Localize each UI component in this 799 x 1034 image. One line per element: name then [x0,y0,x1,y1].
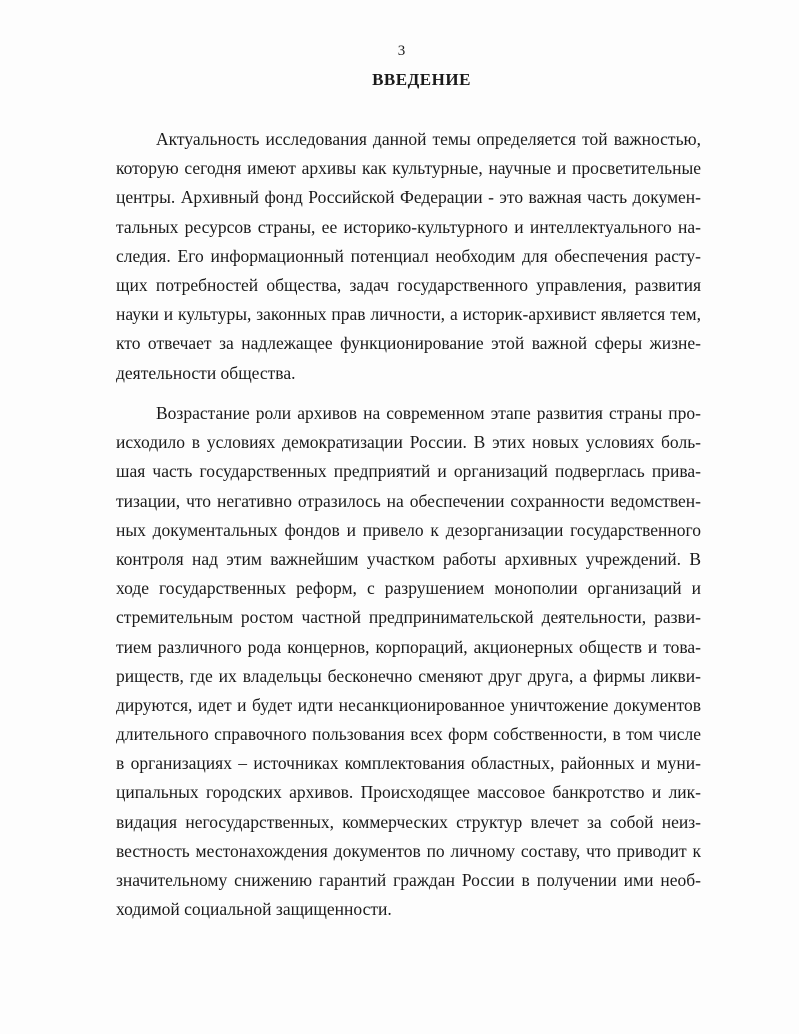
text-line: Актуальность исследования данной темы определяется той важностью, [156,129,701,149]
text-line: ходимой социальной защищенности. [116,899,392,920]
text-line: тальных ресурсов страны, ее историко-культурного и интеллектуального на- [116,216,701,237]
text-line: ходе государственных реформ, с разрушением монополии организаций и [116,578,701,599]
text-line: тизации, что негативно отразилось на обеспечении сохранности ведомствен- [116,490,701,511]
text-line: ципальных городских архивов. Происходящее массовое банкротство и лик- [116,782,701,803]
paragraph-1 [116,125,701,388]
text-line: в организациях – источниках комплектования областных, районных и муни- [116,753,701,774]
text-line: вестность местонахождения документов по личному составу, что приводит к [116,840,701,861]
text-line: центры. Архивный фонд Российской Федерации - это важная часть докумен- [116,187,701,208]
text-line: шая часть государственных предприятий и организаций подверглась прива- [116,461,701,482]
text-line: которую сегодня имеют архивы как культурные, научные и просветительные [116,158,701,179]
page-heading: ВВЕДЕНИЕ [372,70,471,89]
page-number: 3 [397,43,406,59]
text-line: контроля над этим важнейшим участком работы архивных учреждений. В [116,548,701,569]
text-line: Возрастание роли архивов на современном этапе развития страны про- [156,403,701,423]
text-line: науки и культуры, законных прав личности, а историк-архивист является тем, [116,304,701,325]
text-line: ных документальных фондов и привело к дезорганизации государственного [116,519,701,540]
text-line: щих потребностей общества, задач государственного управления, развития [116,274,701,295]
text-line: кто отвечает за надлежащее функционирование этой важной сферы жизне- [116,333,701,354]
text-line: исходило в условиях демократизации России. В этих новых условиях боль- [116,432,701,453]
text-line: риществ, где их владельцы бесконечно сменяют друг друга, а фирмы ликви- [116,665,701,686]
text-line: видация негосударственных, коммерческих структур влечет за собой неиз- [116,811,701,832]
paragraph-2 [116,399,701,924]
text-line: дируются, идет и будет идти несанкционированное уничтожение документов [116,694,701,715]
text-line: деятельности общества. [116,362,296,383]
text-line: длительного справочного пользования всех форм собственности, в том числе [116,724,701,745]
text-line: стремительным ростом частной предпринимательской деятельности, разви- [116,607,701,628]
text-line: значительному снижению гарантий граждан России в получении ими необ- [116,870,701,890]
text-line: тием различного рода концернов, корпораций, акционерных обществ и това- [116,636,701,657]
text-line: следия. Его информационный потенциал необходим для обеспечения расту- [116,245,701,266]
